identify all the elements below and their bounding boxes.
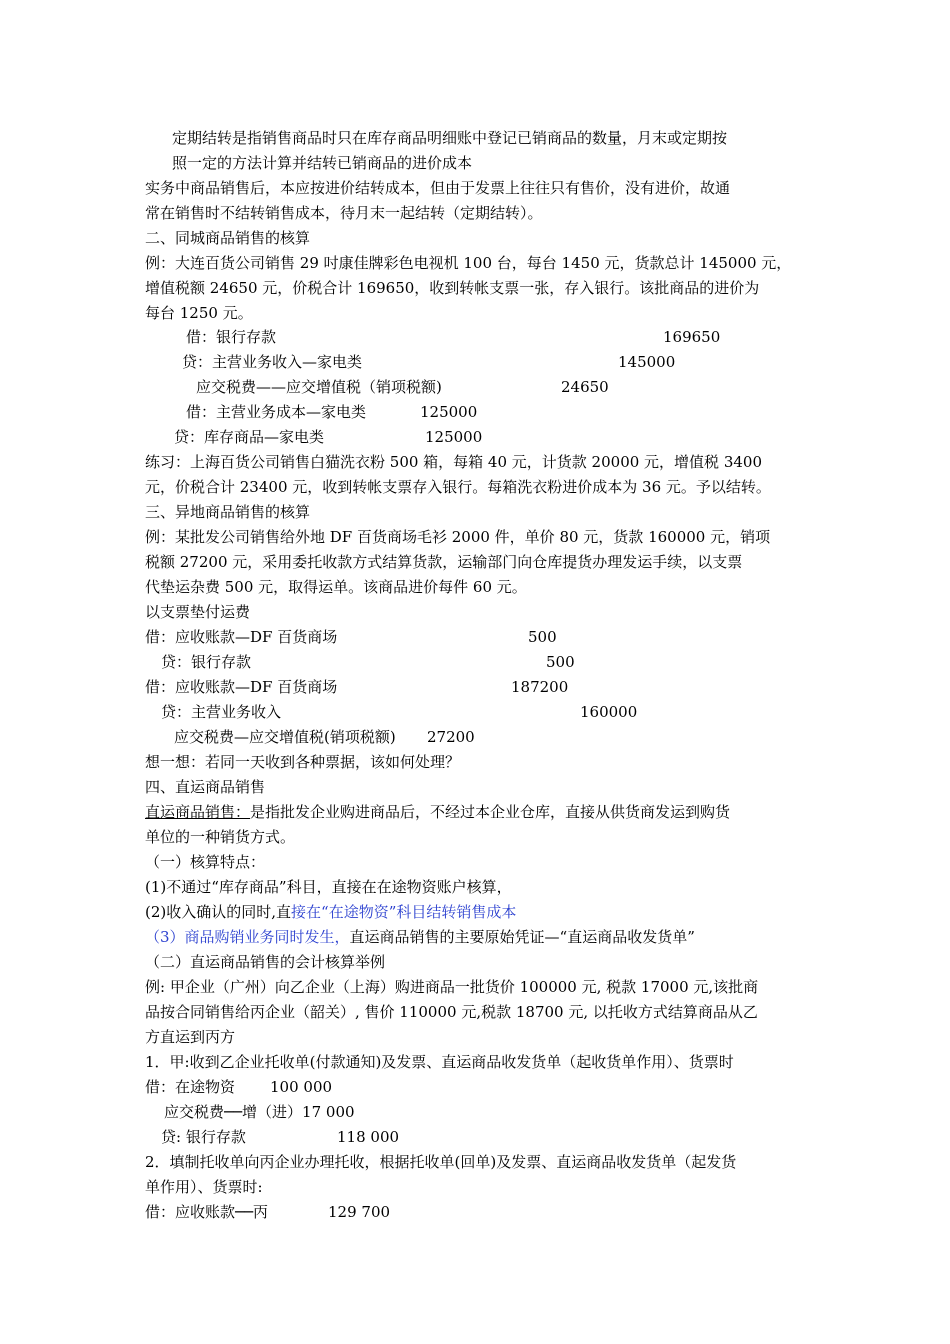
text-line: 定期结转是指销售商品时只在库存商品明细账中登记已销商品的数量，月末或定期按 <box>172 129 728 147</box>
journal-entry-amount: 125000 <box>420 403 478 421</box>
text-line: 例：大连百货公司销售 29 吋康佳牌彩色电视机 100 台，每台 1450 元，货款总计 145000 元， <box>145 254 792 272</box>
text-highlighted: 接在“在途物资”科目结转销售成本 <box>291 903 517 921</box>
journal-entry-amount: 125000 <box>425 428 483 446</box>
text-line: 实务中商品销售后，本应按进价结转成本，但由于发票上往往只有售价，没有进价，故通 <box>145 179 731 197</box>
text-line: 练习：上海百货公司销售白猫洗衣粉 500 箱，每箱 40 元，计货款 20000 元，增值税 3400 <box>145 453 762 471</box>
text-line: 增值税额 24650 元，价税合计 169650，收到转帐支票一张，存入银行。该批商品的进价为 <box>145 279 760 297</box>
text-line: 常在销售时不结转销售成本，待月末一起结转（定期结转）。 <box>145 204 543 222</box>
journal-entry-label: 应交税费—应交增值税(销项税额) <box>174 728 396 746</box>
journal-entry-label: 借：银行存款 <box>186 328 277 346</box>
journal-entry-label: 应交税费——应交增值税（销项税额) <box>196 378 442 396</box>
journal-entry-label: 贷：库存商品—家电类 <box>174 428 325 446</box>
text-plain: 直运商品销售的主要原始凭证—“直运商品收发货单” <box>349 928 695 946</box>
term-underlined: 直运商品销售： <box>145 803 251 821</box>
text-line: 单作用）、货票时: <box>145 1178 263 1196</box>
text-line <box>145 900 516 925</box>
journal-entry-amount: 187200 <box>511 678 569 696</box>
text-line: 品按合同销售给丙企业（韶关）, 售价 110000 元,税款 18700 元, 以托收方式结算商品从乙 <box>145 1003 758 1021</box>
text-line <box>145 800 730 825</box>
journal-entry-label: 贷: 银行存款 <box>161 1128 246 1146</box>
text-line: 元，价税合计 23400 元，收到转帐支票存入银行。每箱洗衣粉进价成本为 36 元。予以结转。 <box>145 478 771 496</box>
journal-entry-label: 贷：主营业务收入 <box>161 703 282 721</box>
text-line: 税额 27200 元，采用委托收款方式结算货款，运输部门向仓库提货办理发运手续，以支票 <box>145 553 743 571</box>
text-line: 例：某批发公司销售给外地 DF 百货商场毛衫 2000 件，单价 80 元，货款 160000 元，销项 <box>145 528 771 546</box>
journal-entry-amount: 500 <box>546 653 575 671</box>
journal-entry-label: 借：应收账款—DF 百货商场 <box>145 628 338 646</box>
journal-entry-label: 贷：银行存款 <box>161 653 252 671</box>
journal-entry-amount: 24650 <box>561 378 609 396</box>
text-line: 1．甲:收到乙企业托收单(付款通知)及发票、直运商品收发货单（起收货单作用）、货票时 <box>145 1053 734 1071</box>
journal-entry-amount: 169650 <box>663 328 721 346</box>
text-line: 方直运到丙方 <box>145 1028 236 1046</box>
journal-entry-label: 借：主营业务成本—家电类 <box>186 403 367 421</box>
text-line: (1)不通过“库存商品”科目，直接在在途物资账户核算， <box>145 878 512 896</box>
text-line <box>145 925 695 950</box>
journal-entry-label: 借：应收账款──丙 <box>145 1203 269 1221</box>
section-heading: 二、同城商品销售的核算 <box>145 229 311 247</box>
term-definition: 是指批发企业购进商品后，不经过本企业仓库，直接从供货商发运到购货 <box>250 803 731 821</box>
journal-entry-label: 借：应收账款—DF 百货商场 <box>145 678 338 696</box>
journal-entry-amount: 118 000 <box>337 1128 400 1146</box>
text-highlighted: （3）商品购销业务同时发生， <box>145 928 350 946</box>
section-heading: 三、异地商品销售的核算 <box>145 503 311 521</box>
text-line: 照一定的方法计算并结转已销商品的进价成本 <box>172 154 473 172</box>
text-line: 单位的一种销货方式。 <box>145 828 296 846</box>
journal-entry-label: 贷：主营业务收入—家电类 <box>182 353 363 371</box>
text-line: 2．填制托收单向丙企业办理托收，根据托收单(回单)及发票、直运商品收发货单（起发货 <box>145 1153 737 1171</box>
text-line: 代垫运杂费 500 元，取得运单。该商品进价每件 60 元。 <box>145 578 527 596</box>
journal-entry-amount: 27200 <box>427 728 475 746</box>
journal-entry-amount: 160000 <box>580 703 638 721</box>
journal-entry-amount: 129 700 <box>328 1203 391 1221</box>
text-line: 以支票垫付运费 <box>145 603 251 621</box>
journal-entry-label: 借：在途物资 <box>145 1078 236 1096</box>
text-line: 每台 1250 元。 <box>145 304 253 322</box>
subsection-heading: （二）直运商品销售的会计核算举例 <box>145 953 386 971</box>
section-heading: 四、直运商品销售 <box>145 778 266 796</box>
journal-entry-label: 应交税费──增（进）17 000 <box>164 1103 355 1121</box>
journal-entry-amount: 500 <box>528 628 557 646</box>
text-line: 例: 甲企业（广州）向乙企业（上海）购进商品一批货价 100000 元, 税款 17000 元,该批商 <box>145 978 759 996</box>
journal-entry-amount: 145000 <box>618 353 676 371</box>
text-line: 想一想：若同一天收到各种票据，该如何处理？ <box>145 753 461 771</box>
journal-entry-amount: 100 000 <box>270 1078 333 1096</box>
text-plain: (2)收入确认的同时,直 <box>145 903 292 921</box>
subsection-heading: （一）核算特点： <box>145 853 266 871</box>
